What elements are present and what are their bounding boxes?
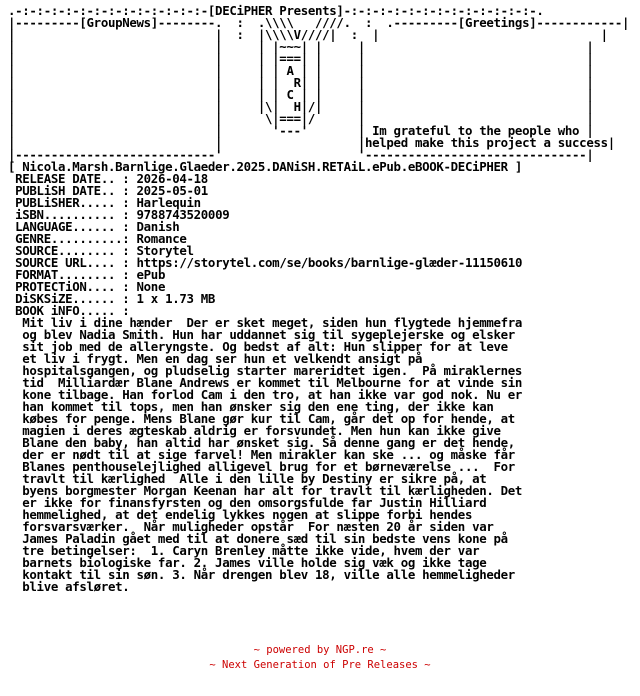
ascii-art-line: | | | |~~~| | | | bbox=[8, 39, 594, 54]
info-field-value: 2026-04-18 bbox=[129, 171, 208, 186]
book-info-line: og blev Nadia Smith. Hun har uddannet sig til sygeplejerske og elsker bbox=[8, 327, 515, 342]
book-info-line: hemmelighed, at det endelig lykkes nogen at slippe forbi hendes bbox=[8, 507, 473, 522]
footer-powered-by bbox=[0, 643, 640, 657]
book-info-line: kontakt til sin søn. 3. Når drengen blev 18, ville alle hemmeligheder bbox=[8, 567, 515, 582]
info-field-value: Romance bbox=[129, 231, 187, 246]
info-field-label: RELEASE DATE.. : bbox=[8, 171, 130, 186]
ascii-art-line: |---------[GroupNews]--------. : .\\\\ ////. : .---------[Greetings]------------| bbox=[8, 15, 630, 30]
info-field-value: Storytel bbox=[129, 243, 194, 258]
info-field-value: 2025-05-01 bbox=[129, 183, 208, 198]
footer-tilde-left: ~ bbox=[253, 644, 267, 656]
nfo-book-info bbox=[8, 317, 629, 593]
book-info-line: købes for penge. Mens Blane gør kur til Cam, går det op for hende, at bbox=[8, 411, 515, 426]
info-field-label: PUBLiSHER..... : bbox=[8, 195, 130, 210]
footer-tilde-right: ~ bbox=[373, 644, 387, 656]
ascii-art-line: | | : |\\\\V////| : | | bbox=[8, 27, 608, 42]
ascii-art-line: | | |\| H|/| | | bbox=[8, 99, 594, 114]
info-field-label: PROTECTiON.... : bbox=[8, 279, 130, 294]
book-info-line: tid Milliardær Blane Andrews er kommet til Melbourne for at vinde sin bbox=[8, 375, 523, 390]
info-field-label: DiSKSiZE...... : bbox=[8, 291, 130, 306]
ascii-art-line: | | | | C | | | | bbox=[8, 87, 594, 102]
info-field-label: FORMAT........ : bbox=[8, 267, 130, 282]
footer-tagline bbox=[0, 658, 640, 672]
book-info-line: er ikke for finansfyrsten og den omsorgsfulde far Justin Hilliard bbox=[8, 495, 487, 510]
ascii-art-line: | | |helped make this project a success| bbox=[8, 135, 615, 150]
book-info-line: han kommet til tops, men han ønsker sig den ene ting, der ikke kan bbox=[8, 399, 494, 414]
info-field-label: BOOK iNFO..... : bbox=[8, 303, 130, 318]
footer-powered-by-text: powered by NGP.re bbox=[266, 644, 374, 656]
info-field-value: https://storytel.com/se/books/barnlige-glæder-11150610 bbox=[129, 255, 523, 270]
info-field-value: Danish bbox=[129, 219, 180, 234]
book-info-line: et liv i frygt. Men en dag ser hun et velkendt ansigt på bbox=[8, 351, 423, 366]
book-info-line: blive afsløret. bbox=[8, 579, 130, 594]
ascii-art-line: | | \|===|/ | | bbox=[8, 111, 594, 126]
book-info-line: Mit liv i dine hænder Der er sket meget, siden hun flygtede hjemmefra bbox=[8, 315, 523, 330]
book-info-line: James Paladin gået med til at donere sæd til sin bedste vens kone på bbox=[8, 531, 508, 546]
info-field-label: SOURCE........ : bbox=[8, 243, 130, 258]
info-field-label: iSBN.......... : bbox=[8, 207, 130, 222]
info-field-value: 9788743520009 bbox=[129, 207, 230, 222]
info-field-label: LANGUAGE...... : bbox=[8, 219, 130, 234]
info-field-value: 1 x 1.73 MB bbox=[129, 291, 216, 306]
book-info-line: sit job med de alleryngste. Og bedst af alt: Hun slipper for at leve bbox=[8, 339, 508, 354]
ascii-art-line: | | '---' | Im grateful to the people who | bbox=[8, 123, 594, 138]
footer-tilde-right: ~ bbox=[417, 659, 431, 671]
book-info-line: byens borgmester Morgan Keenan har alt for travlt til kærligheden. Det bbox=[8, 483, 523, 498]
footer-tagline-text: Next Generation of Pre Releases bbox=[222, 659, 418, 671]
ascii-art-line: | | | | R| | | | bbox=[8, 75, 594, 90]
book-info-line: der er nødt til at sige farvel! Men mirakler kan ske ... og måske får bbox=[8, 447, 515, 462]
book-info-line: Blane den baby, han altid har ønsket sig. Så denne gang er det hende, bbox=[8, 435, 515, 450]
book-info-line: Blanes penthouselejlighed alligevel brug for et børneværelse ... For bbox=[8, 459, 515, 474]
info-field-value: ePub bbox=[129, 267, 166, 282]
info-field-value: None bbox=[129, 279, 166, 294]
ascii-art-line: | | | | A | | | | bbox=[8, 63, 594, 78]
footer-tilde-left: ~ bbox=[209, 659, 223, 671]
nfo-header-art bbox=[8, 5, 629, 173]
info-field-label: SOURCE URL.... : bbox=[8, 255, 130, 270]
book-info-line: kone tilbage. Han forlod Cam i den tro, at han ikke var god nok. Nu er bbox=[8, 387, 523, 402]
book-info-line: magien i deres ægteskab aldrig er forsvundet. Men hun kan ikke give bbox=[8, 423, 501, 438]
book-info-line: tre betingelser: 1. Caryn Brenley måtte ikke vide, hvem der var bbox=[8, 543, 480, 558]
info-field-label: GENRE..........: bbox=[8, 231, 130, 246]
info-field-label: PUBLiSH DATE.. : bbox=[8, 183, 130, 198]
release-name: [ Nicola.Marsh.Barnlige.Glaeder.2025.DANiSH.RETAiL.ePub.eBOOK-DECiPHER ] bbox=[8, 159, 523, 174]
nfo-info-fields bbox=[8, 173, 629, 317]
nfo-document bbox=[8, 5, 629, 593]
info-field-value: Harlequin bbox=[129, 195, 201, 210]
ascii-art-line: | | | |===| | | | bbox=[8, 51, 594, 66]
book-info-line: forsvarsværker. Når muligheder opstår For næsten 20 år siden var bbox=[8, 519, 494, 534]
ascii-art-line: |----------------------------' '-------------------------------| bbox=[8, 147, 594, 162]
book-info-line: hospitalsgangen, og pludselig starter mareridtet igen. På miraklernes bbox=[8, 363, 523, 378]
book-info-line: barnets biologiske far. 2. James ville holde sig væk og ikke tage bbox=[8, 555, 487, 570]
book-info-line: travlt til kærlighed Alle i den lille by Destiny er sikre på, at bbox=[8, 471, 487, 486]
nfo-title-banner: .-:-:-:-:-:-:-:-:-:-:-:-:-:-[DECiPHER Presents]-:-:-:-:-:-:-:-:-:-:-:-:-:-. bbox=[8, 3, 544, 18]
